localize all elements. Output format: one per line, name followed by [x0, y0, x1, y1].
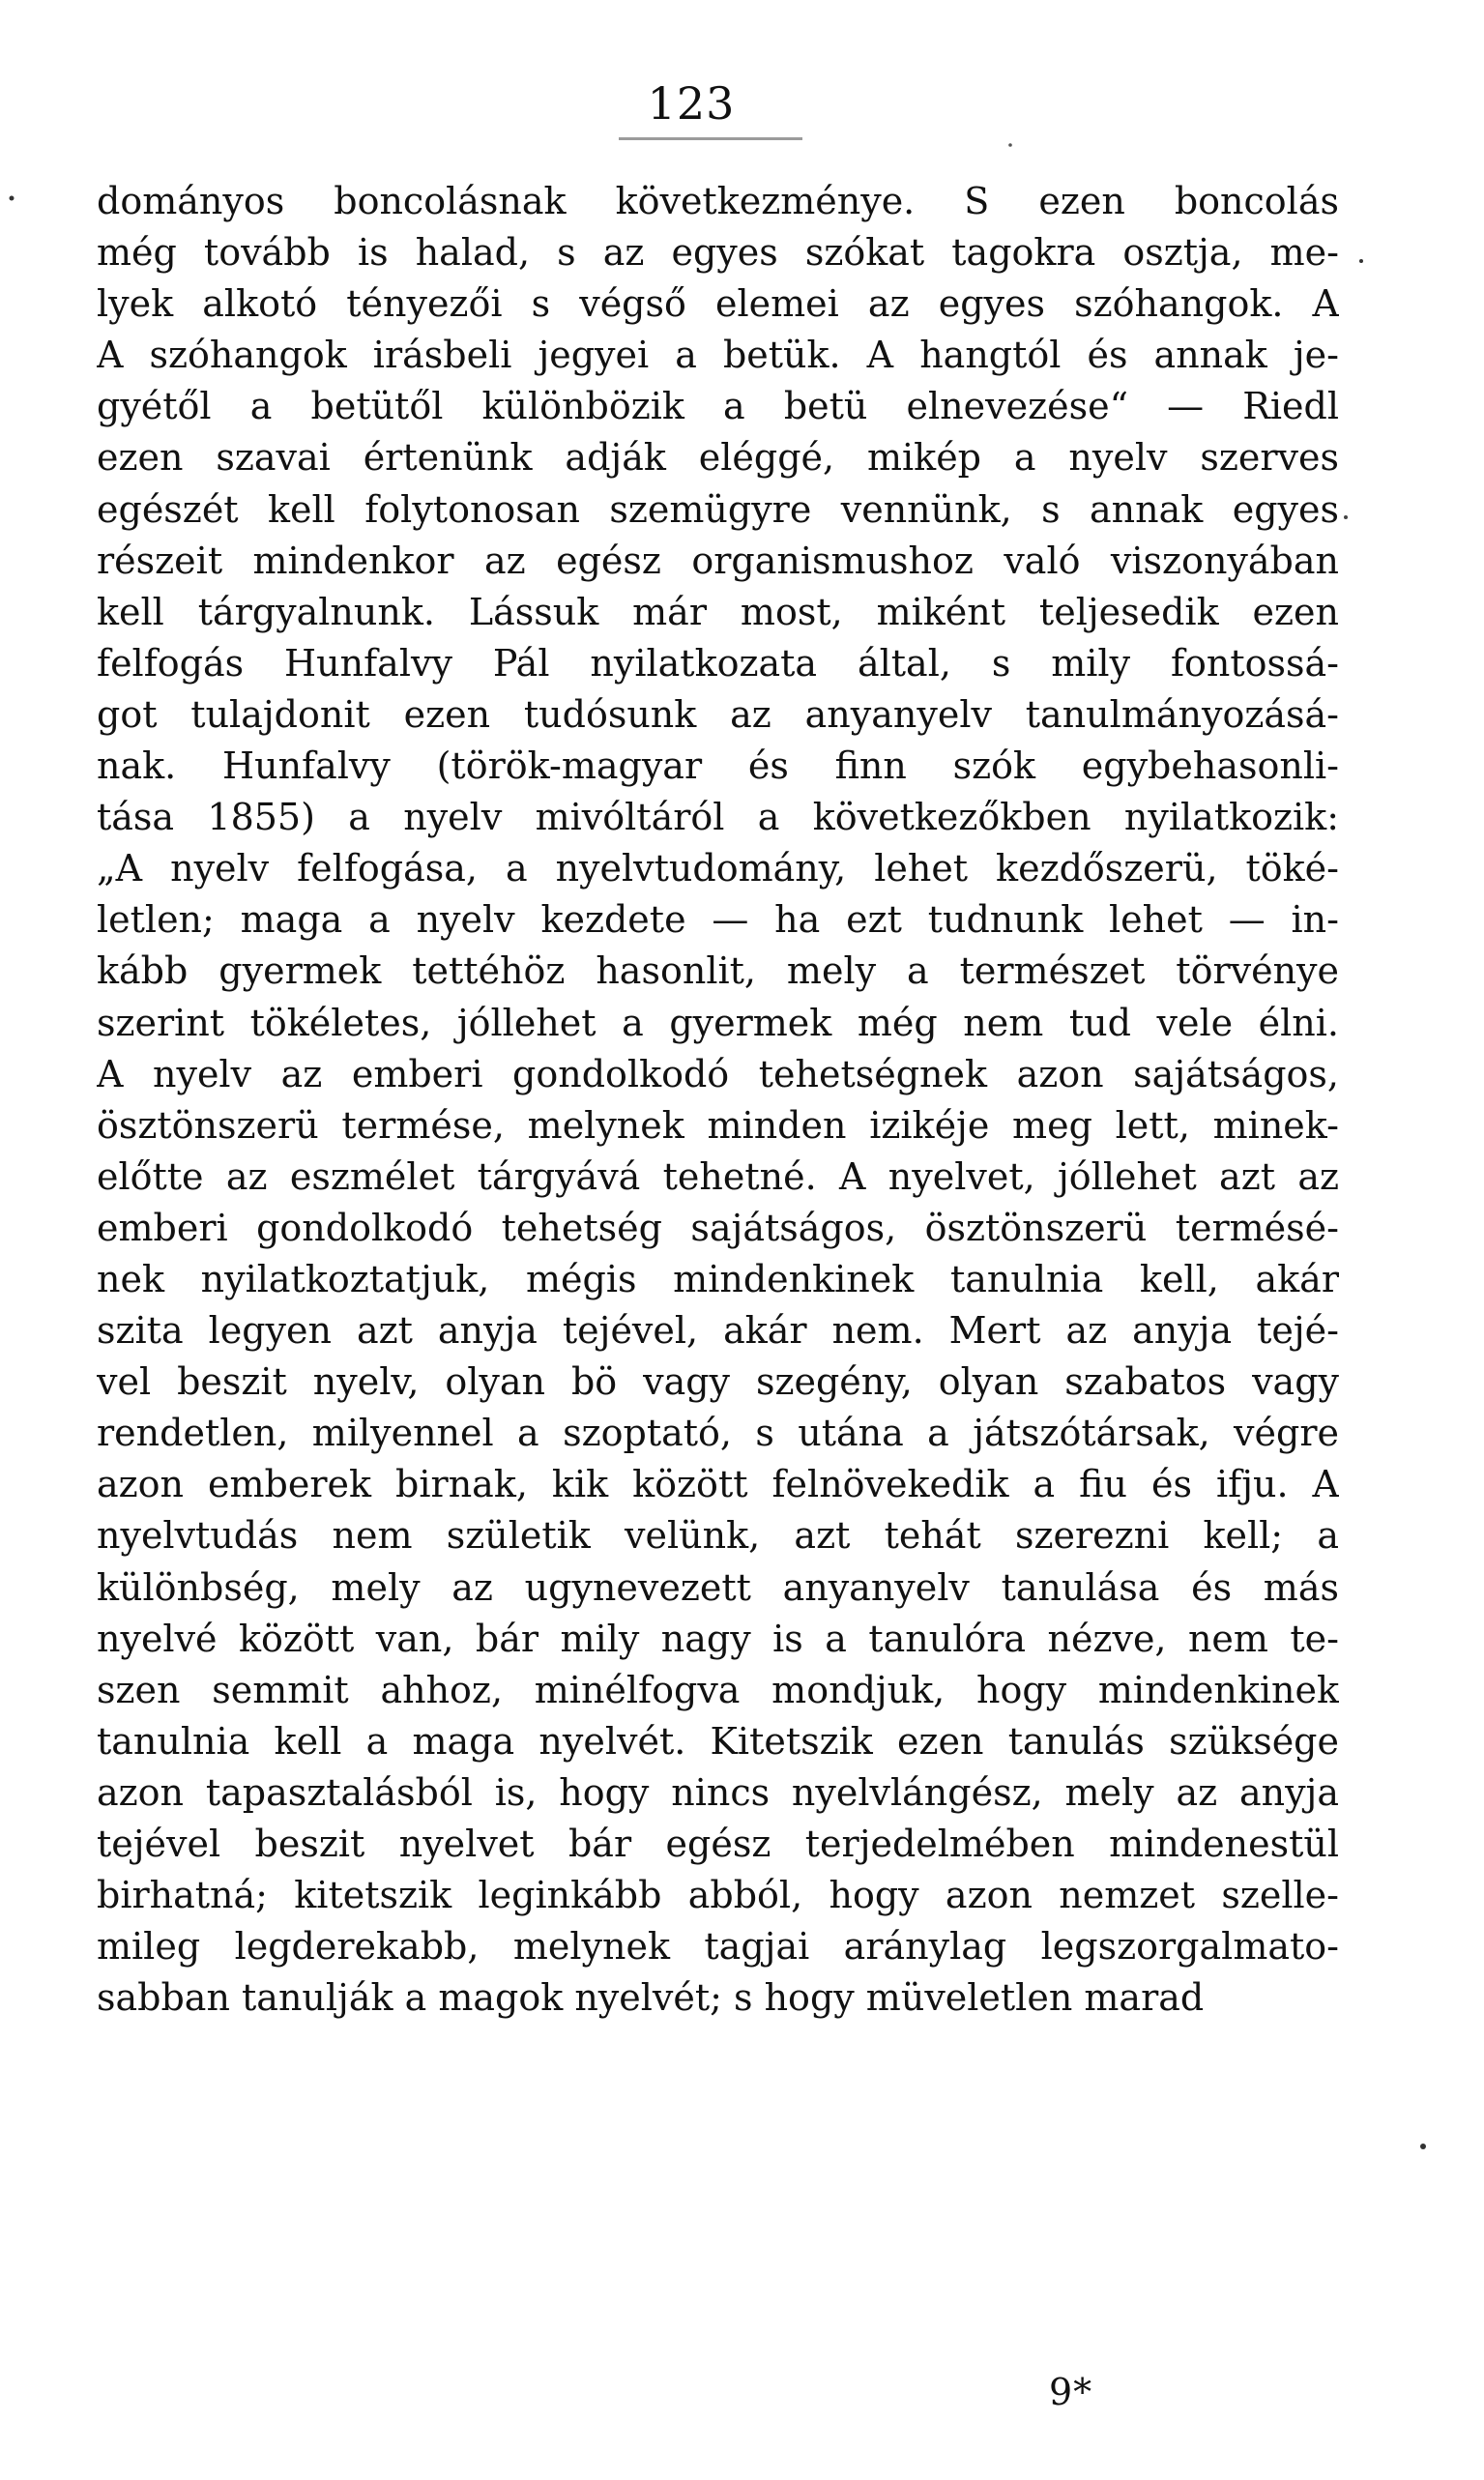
text-line: tása 1855) a nyelv mivóltáról a következőkben nyilatkozik:: [97, 796, 1339, 839]
text-line: azon emberek birnak, kik között felnövekedik a fiu és ifju. A: [97, 1463, 1339, 1506]
text-line: gyétől a betütől különbözik a betü elnevezése“ — Riedl: [97, 385, 1339, 428]
text-line: sabban tanulják a magok nyelvét; s hogy müveletlen marad: [97, 1976, 1205, 2020]
header-rule: [619, 137, 802, 140]
text-line: szen semmit ahhoz, minélfogva mondjuk, hogy mindenkinek: [97, 1668, 1339, 1711]
text-line: nyelvé között van, bár mily nagy is a tanulóra nézve, nem te-: [97, 1617, 1339, 1660]
text-line: előtte az eszmélet tárgyává tehetné. A nyelvet, jóllehet azt az: [97, 1154, 1339, 1198]
text-line: „A nyelv felfogása, a nyelvtudomány, lehet kezdőszerü, töké-: [97, 847, 1339, 890]
text-line: felfogás Hunfalvy Pál nyilatkozata által, s mily fontossá-: [97, 641, 1339, 685]
text-line: szita legyen azt anyja tejével, akár nem. Mert az anyja tejé-: [97, 1309, 1339, 1353]
text-line: A nyelv az emberi gondolkodó tehetségnek azon sajátságos,: [97, 1052, 1339, 1095]
text-line: emberi gondolkodó tehetség sajátságos, ösztönszerü termésé-: [97, 1206, 1339, 1249]
speck: [1420, 2144, 1426, 2149]
text-line: még tovább is halad, s az egyes szókat tagokra osztja, me-: [97, 231, 1339, 275]
text-line: nek nyilatkoztatjuk, mégis mindenkinek tanulnia kell, akár: [97, 1257, 1339, 1300]
text-line: nyelvtudás nem születik velünk, azt tehát szerezni kell; a: [97, 1514, 1339, 1558]
signature-mark: 9*: [1049, 2371, 1093, 2413]
text-line: kább gyermek tettéhöz hasonlit, mely a természet törvénye: [97, 949, 1339, 993]
text-line: részeit mindenkor az egész organismushoz való viszonyában: [97, 539, 1339, 582]
text-line: A szóhangok irásbeli jegyei a betük. A hangtól és annak je-: [97, 334, 1339, 377]
speck: [1344, 515, 1348, 519]
body-text: [97, 176, 1339, 2024]
text-line: ezen szavai értenünk adják eléggé, mikép a nyelv szerves: [97, 436, 1339, 480]
text-line: egészét kell folytonosan szemügyre vennünk, s annak egyes: [97, 487, 1339, 531]
text-line: rendetlen, milyennel a szoptató, s utána a játszótársak, végre: [97, 1412, 1339, 1455]
speck: [10, 196, 15, 201]
speck: [1359, 259, 1363, 263]
text-line: letlen; maga a nyelv kezdete — ha ezt tudnunk lehet — in-: [97, 898, 1339, 942]
text-line: nak. Hunfalvy (török-magyar és finn szók egybehasonli-: [97, 744, 1339, 788]
text-line: különbség, mely az ugynevezett anyanyelv tanulása és más: [97, 1565, 1339, 1609]
text-line: ösztönszerü termése, melynek minden izikéje meg lett, minek-: [97, 1103, 1339, 1147]
text-line: tejével beszit nyelvet bár egész terjedelmében mindenestül: [97, 1823, 1339, 1865]
text-line: lyek alkotó tényezői s végső elemei az egyes szóhangok. A: [97, 282, 1339, 326]
text-line: dományos boncolásnak következménye. S ezen boncolás: [97, 180, 1339, 222]
text-line: birhatná; kitetszik leginkább abból, hogy azon nemzet szelle-: [97, 1874, 1339, 1917]
speck: [1008, 143, 1012, 147]
text-line: szerint tökéletes, jóllehet a gyermek még nem tud vele élni.: [97, 1001, 1339, 1044]
text-line: got tulajdonit ezen tudósunk az anyanyelv tanulmányozásá-: [97, 692, 1339, 736]
text-line: kell tárgyalnunk. Lássuk már most, miként teljesedik ezen: [97, 590, 1339, 633]
text-line: mileg legderekabb, melynek tagjai aránylag legszorgalmato-: [97, 1925, 1339, 1969]
text-line: tanulnia kell a maga nyelvét. Kitetszik ezen tanulás szüksége: [97, 1719, 1339, 1763]
page-number: 123: [647, 77, 736, 130]
text-line: azon tapasztalásból is, hogy nincs nyelvlángész, mely az anyja: [97, 1770, 1339, 1814]
text-line: vel beszit nyelv, olyan bö vagy szegény, olyan szabatos vagy: [97, 1360, 1339, 1404]
